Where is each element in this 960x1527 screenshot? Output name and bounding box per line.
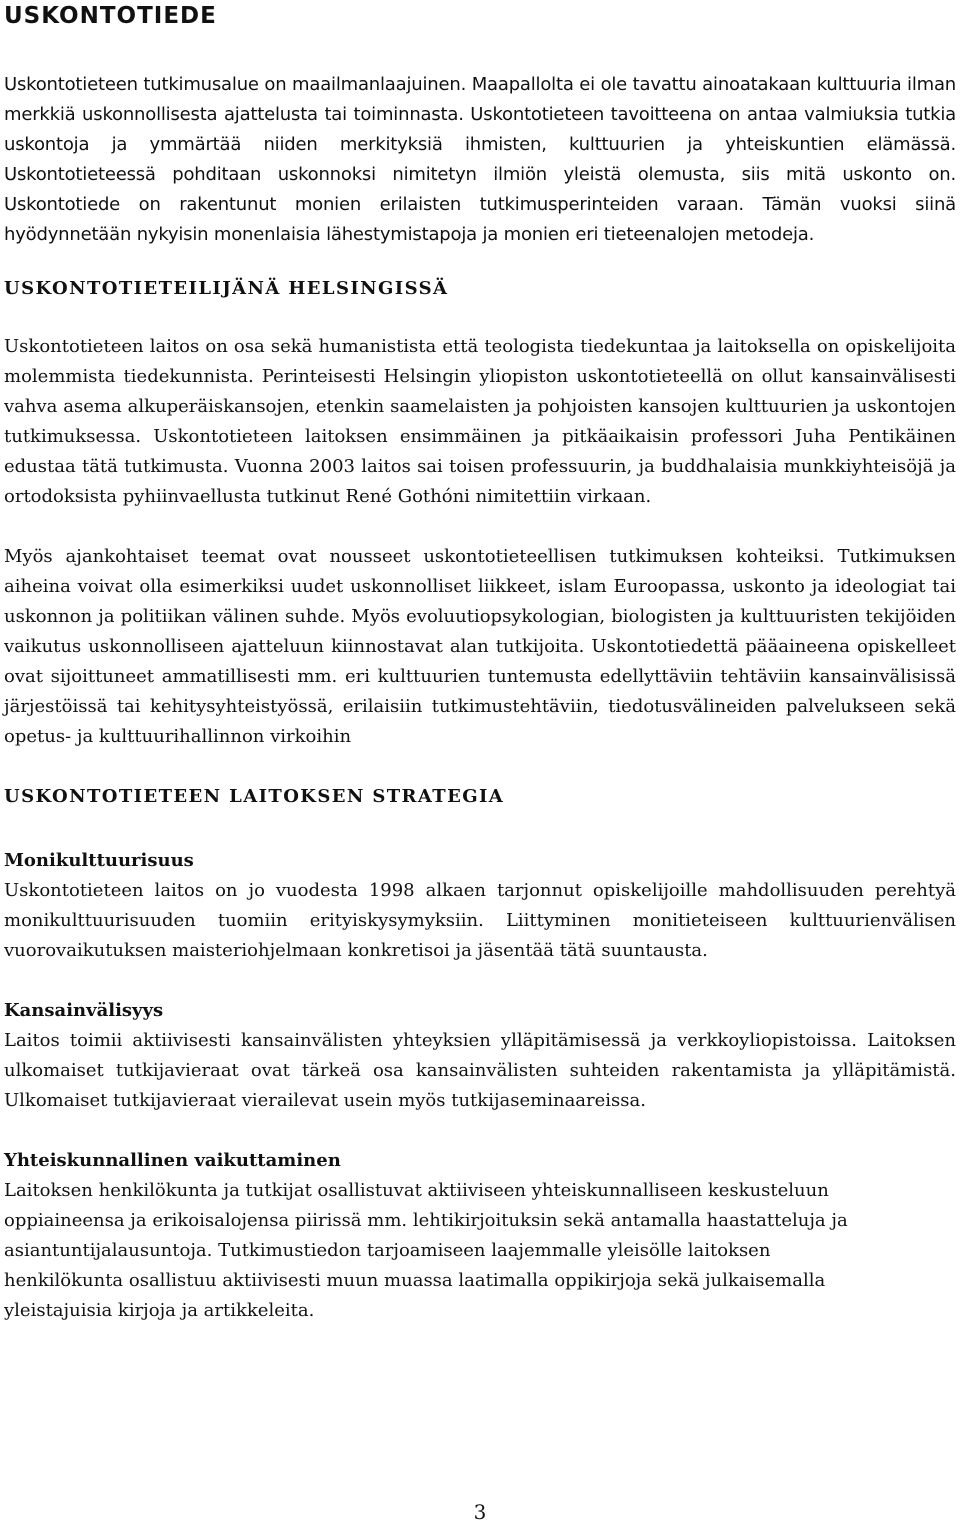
intro-paragraph: Uskontotieteen tutkimusalue on maailmanlaajuinen. Maapallolta ei ole tavattu ainoatakaan kulttuuria ilman merkkiä uskonnollisesta ajattelusta tai toiminnasta. Uskontotieteen tavoitteena on antaa valmiuksia tutkia uskontoja ja ymmärtää niiden merkityksiä ihmisten, kulttuurien ja yhteiskuntien elämässä. Uskontotieteessä pohditaan uskonnoksi nimitetyn ilmiön yleistä olemusta, siis mitä uskonto on. Uskontotiede on rakentunut monien erilaisten tutkimusperinteiden varaan. Tämän vuoksi siinä hyödynnetään nykyisin monenlaisia lähestymistapoja ja monien eri tieteenalojen metodeja. <box>4 74 956 245</box>
kansainvalisyys-paragraph: Laitos toimii aktiivisesti kansainvälisten yhteyksien ylläpitämisessä ja verkkoyliopistoissa. Laitoksen ulkomaiset tutkijavieraat ovat tärkeä osa kansainvälisten suhteiden rakentamista ja ylläpitämistä. Ulkomaiset tutkijavieraat vierailevat usein myös tutkijaseminaareissa. <box>4 1030 956 1111</box>
section-heading-strategy: USKONTOTIETEEN LAITOKSEN STRATEGIA <box>4 786 505 807</box>
subheading-monikulttuurisuus: Monikulttuurisuus <box>4 850 194 871</box>
subheading-kansainvalisyys: Kansainvälisyys <box>4 1000 164 1021</box>
page-number: 3 <box>473 1500 487 1524</box>
subheading-yhteiskunnallinen: Yhteiskunnallinen vaikuttaminen <box>4 1150 341 1171</box>
yhteiskunnallinen-line: Laitoksen henkilökunta ja tutkijat osallistuvat aktiiviseen yhteiskunnalliseen keskusteluun <box>4 1180 829 1201</box>
yhteiskunnallinen-paragraph <box>4 1176 956 1326</box>
yhteiskunnallinen-line: asiantuntijalausuntoja. Tutkimustiedon tarjoamiseen laajemmalle yleisölle laitoksen <box>4 1240 771 1261</box>
monikulttuurisuus-paragraph: Uskontotieteen laitos on jo vuodesta 1998 alkaen tarjonnut opiskelijoille mahdollisuuden perehtyä monikulttuurisuuden tuomiin erityiskysymyksiin. Liittyminen monitieteiseen kulttuurienvälisen vuorovaikutuksen maisteriohjelmaan konkretisoi ja jäsentää tätä suuntausta. <box>4 880 956 961</box>
yhteiskunnallinen-line: oppiaineensa ja erikoisalojensa piirissä mm. lehtikirjoituksin sekä antamalla haastatteluja ja <box>4 1210 848 1231</box>
helsinki-paragraph-2: Myös ajankohtaiset teemat ovat nousseet uskontotieteellisen tutkimuksen kohteiksi. Tutkimuksen aiheina voivat olla esimerkiksi uudet uskonnolliset liikkeet, islam Euroopassa, uskonto ja ideologiat tai uskonnon ja politiikan välinen suhde. Myös evoluutiopsykologian, biologisten ja kulttuuristen tekijöiden vaikutus uskonnolliseen ajatteluun kiinnostavat alan tutkijoita. Uskontotiedettä pääaineena opiskelleet ovat sijoittuneet ammatillisesti mm. eri kulttuurien tuntemusta edellyttäviin tehtäviin kansainvälisissä järjestöissä tai kehitysyhteistyössä, erilaisiin tutkimustehtäviin, tiedotusvälineiden palvelukseen sekä opetus- ja kulttuurihallinnon virkoihin <box>4 546 956 747</box>
yhteiskunnallinen-line: henkilökunta osallistuu aktiivisesti muun muassa laatimalla oppikirjoja sekä julkaisemalla <box>4 1270 826 1291</box>
section-heading-helsinki: USKONTOTIETEILIJÄNÄ HELSINGISSÄ <box>4 278 449 299</box>
helsinki-paragraph-1: Uskontotieteen laitos on osa sekä humanistista että teologista tiedekuntaa ja laitoksella on opiskelijoita molemmista tiedekunnista. Perinteisesti Helsingin yliopiston uskontotieteellä on ollut kansainvälisesti vahva asema alkuperäiskansojen, etenkin saamelaisten ja pohjoisten kansojen kulttuurien ja uskontojen tutkimuksessa. Uskontotieteen laitoksen ensimmäinen ja pitkäaikaisin professori Juha Pentikäinen edustaa tätä tutkimusta. Vuonna 2003 laitos sai toisen professuurin, ja buddhalaisia munkkiyhteisöjä ja ortodoksista pyhiinvaellusta tutkinut René Gothóni nimitettiin virkaan. <box>4 336 956 507</box>
yhteiskunnallinen-line: yleistajuisia kirjoja ja artikkeleita. <box>4 1300 315 1321</box>
page-title: USKONTOTIEDE <box>4 3 217 29</box>
